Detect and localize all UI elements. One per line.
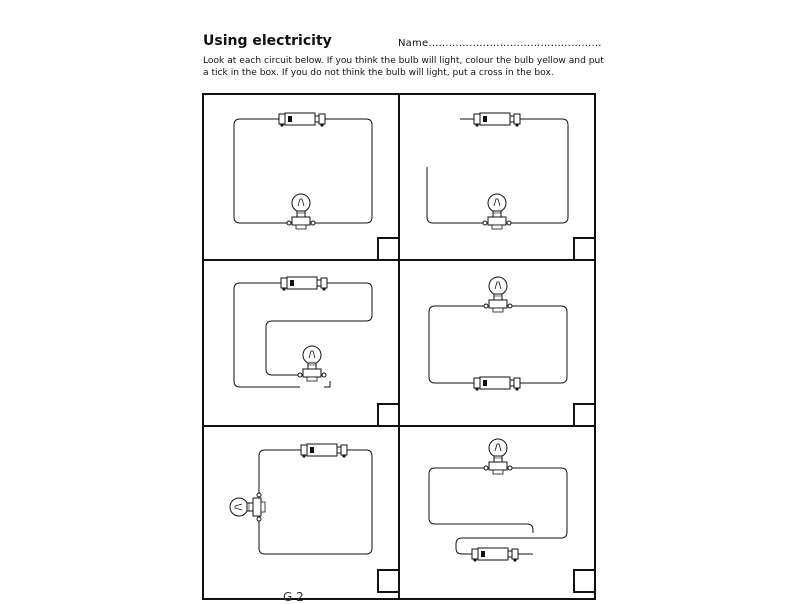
worksheet-title: Using electricity xyxy=(203,33,332,49)
footer-text: G 2 xyxy=(283,590,304,604)
circuit-3 xyxy=(234,277,372,387)
instructions: Look at each circuit below. If you think the bulb will light, colour the bulb yellow and put a tick in the box. If you do not think the bulb will light, put a cross in the box. xyxy=(203,56,604,78)
name-field[interactable] xyxy=(398,38,602,49)
circuit-6 xyxy=(429,439,567,562)
circuit-1 xyxy=(234,113,372,229)
circuit-grid xyxy=(202,93,596,600)
name-line: …………………………………………… xyxy=(428,38,602,49)
circuit-5 xyxy=(230,444,372,554)
circuit-grid-drawing xyxy=(202,93,596,600)
circuit-4 xyxy=(429,277,567,391)
name-label: Name xyxy=(398,38,429,49)
circuit-2 xyxy=(427,113,568,229)
